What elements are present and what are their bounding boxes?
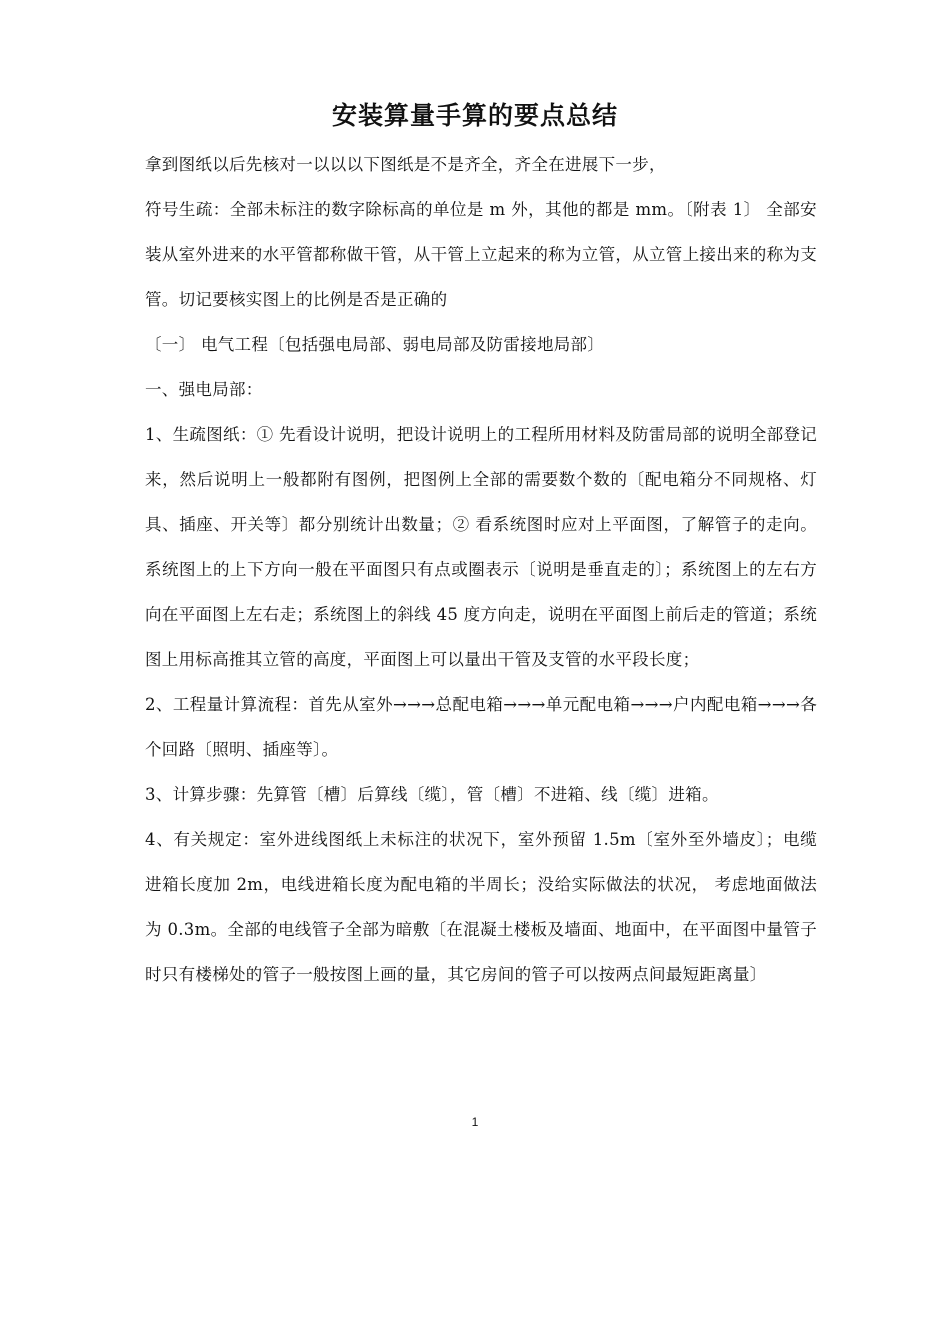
page-number: 1 [471, 1115, 479, 1129]
paragraph-intro: 拿到图纸以后先核对一以以以下图纸是不是齐全，齐全在进展下一步， [145, 155, 666, 174]
paragraph-item-2: 2、工程量计算流程：首先从室外→→→总配电箱→→→单元配电箱→→→户内配电箱→→→各个回路〔照明、插座等〕。 [145, 695, 817, 759]
paragraph-symbols: 符号生疏：全部未标注的数字除标高的单位是 m 外，其他的都是 mm。〔附表 1〕 全部安装从室外进来的水平管都称做干管，从干管上立起来的称为立管，从立管上接出来的称为支管。切记要核实图上的比例是否是正确的 [145, 200, 817, 309]
paragraph-item-1: 1、生疏图纸：① 先看设计说明，把设计说明上的工程所用材料及防雷局部的说明全部登记来，然后说明上一般都附有图例，把图例上全部的需要数个数的〔配电箱分不同规格、灯具、插座、开关等〕都分别统计出数量；② 看系统图时应对上平面图，了解管子的走向。系统图上的上下方向一般在平面图只有点或圈表示〔说明是垂直走的〕；系统图上的左右方向在平面图上左右走；系统图上的斜线 45 度方向走，说明在平面图上前后走的管道；系统图上用标高推其立管的高度，平面图上可以量出干管及支管的水平段长度； [145, 425, 817, 669]
subsection-heading-strong-current: 一、强电局部： [145, 380, 263, 399]
document-body [145, 142, 817, 997]
paragraph-item-3: 3、计算步骤：先算管〔槽〕后算线〔缆〕，管〔槽〕不进箱、线〔缆〕进箱。 [145, 785, 719, 804]
section-heading-electrical: 〔一〕 电气工程〔包括强电局部、弱电局部及防雷接地局部〕 [145, 335, 605, 354]
document-title: 安装算量手算的要点总结 [331, 101, 618, 130]
paragraph-item-4: 4、有关规定：室外进线图纸上未标注的状况下，室外预留 1.5m〔室外至外墙皮〕；电缆进箱长度加 2m，电线进箱长度为配电箱的半周长；没给实际做法的状况， 考虑地面做法为 0.3m。全部的电线管子全部为暗敷〔在混凝土楼板及墙面、地面中，在平面图中量管子时只有楼梯处的管子一般按图上画的量，其它房间的管子可以按两点间最短距离量〕 [145, 830, 817, 984]
